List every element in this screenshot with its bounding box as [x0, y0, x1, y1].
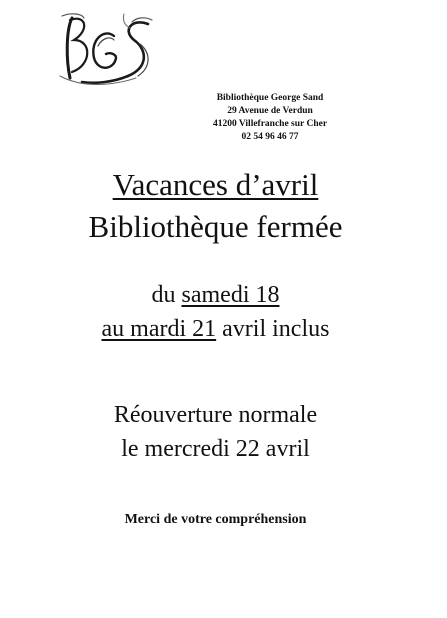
- closure-dates: [0, 278, 431, 346]
- title-vacances: Vacances d’avril: [112, 167, 319, 202]
- dates-suffix: avril inclus: [216, 316, 330, 342]
- thanks-message: Merci de votre compréhension: [124, 512, 307, 527]
- title-fermee: Bibliothèque fermée: [88, 209, 343, 244]
- reopening-line2: le mercredi 22 avril: [121, 436, 310, 462]
- dates-start: samedi 18: [181, 282, 280, 308]
- library-name: Bibliothèque George Sand: [216, 93, 324, 103]
- library-phone: 02 54 96 46 77: [241, 132, 299, 142]
- library-city: 41200 Villefranche sur Cher: [212, 119, 328, 129]
- dates-prefix: du: [151, 282, 182, 308]
- library-logo-icon: [52, 10, 162, 90]
- reopening-notice: [0, 398, 431, 466]
- library-street: 29 Avenue de Verdun: [227, 106, 313, 116]
- reopening-line1: Réouverture normale: [113, 402, 318, 428]
- notice-title: [0, 164, 431, 248]
- bgs-monogram-icon: [52, 10, 162, 90]
- dates-end: au mardi 21: [101, 316, 217, 342]
- library-address: [180, 92, 360, 144]
